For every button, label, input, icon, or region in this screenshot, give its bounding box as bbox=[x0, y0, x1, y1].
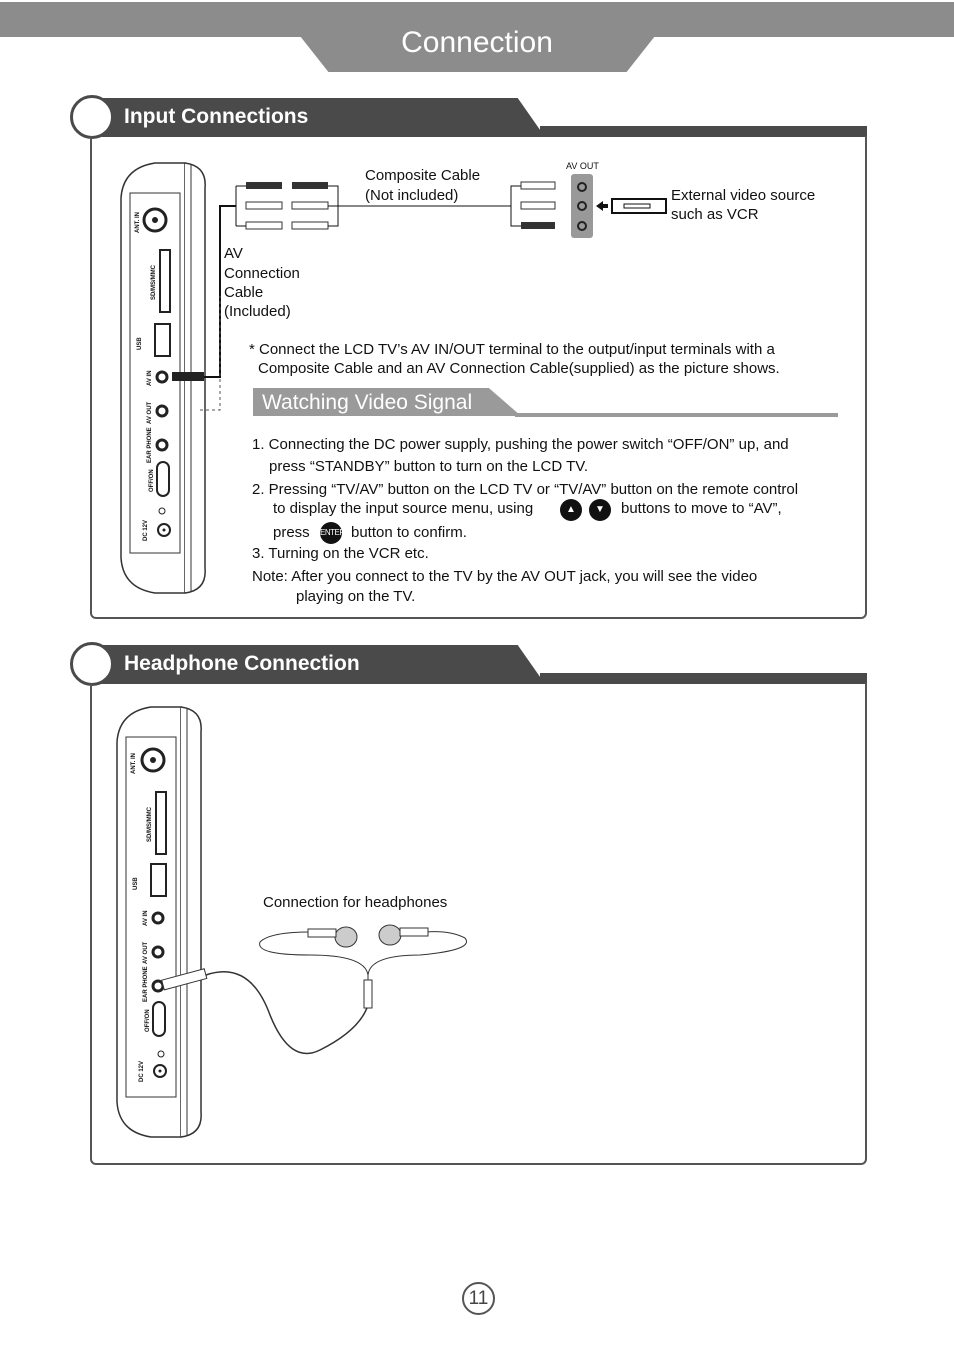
device-side-panel bbox=[111, 702, 211, 1142]
label-av-out: AV OUT bbox=[147, 401, 153, 424]
label-card-slot: SD/MS/MMC bbox=[151, 265, 157, 300]
external-source-example: such as VCR bbox=[671, 206, 759, 223]
page-title: Connection bbox=[401, 26, 553, 59]
av-cable-label-1: AV bbox=[224, 245, 243, 262]
headphones-illustration bbox=[200, 920, 480, 1070]
av-cable-label-2: Connection bbox=[224, 265, 300, 282]
label-usb: USB bbox=[133, 877, 139, 890]
subsection-title: Watching Video Signal bbox=[262, 391, 473, 414]
label-earphone: EAR PHONE bbox=[143, 966, 149, 1002]
step-1-line-1: 1. Connecting the DC power supply, pushing the power switch “OFF/ON” up, and bbox=[252, 436, 789, 453]
external-source-label: External video source bbox=[671, 187, 816, 204]
label-dc: DC 12V bbox=[139, 1060, 145, 1082]
composite-cable-note: (Not included) bbox=[365, 187, 459, 204]
connection-note-1: * Connect the LCD TV’s AV IN/OUT terminal to the output/input terminals with a bbox=[249, 341, 775, 358]
composite-cable-label: Composite Cable bbox=[365, 167, 481, 184]
label-av-in: AV IN bbox=[147, 370, 153, 386]
label-av-out: AV OUT bbox=[143, 941, 149, 964]
label-dc: DC 12V bbox=[143, 519, 149, 541]
down-arrow-button-icon: ▼ bbox=[589, 499, 611, 521]
subsection-line bbox=[515, 413, 838, 417]
label-ant-in: ANT. IN bbox=[135, 212, 141, 233]
step-2-line-1: 2. Pressing “TV/AV” button on the LCD TV or “TV/AV” button on the remote control bbox=[252, 481, 799, 498]
step-2-line-2b: buttons to move to “AV”, bbox=[621, 500, 782, 517]
label-power: OFF/ON bbox=[145, 1009, 151, 1032]
label-power: OFF/ON bbox=[149, 469, 155, 492]
label-usb: USB bbox=[137, 337, 143, 350]
enter-button-icon: ENTER bbox=[320, 522, 342, 544]
section-bullet bbox=[70, 642, 114, 686]
step-2-line-2: to display the input source menu, using bbox=[273, 500, 534, 517]
device-illustration bbox=[111, 702, 211, 1142]
vcr-icon bbox=[610, 196, 668, 218]
av-out-label: AV OUT bbox=[566, 161, 599, 171]
watch-note-1: Note: After you connect to the TV by the AV OUT jack, you will see the video bbox=[252, 568, 758, 585]
label-earphone: EAR PHONE bbox=[147, 427, 153, 463]
headphones-caption: Connection for headphones bbox=[263, 894, 448, 911]
step-2-press: press bbox=[273, 524, 310, 541]
section-title: Headphone Connection bbox=[124, 652, 360, 675]
section-title: Input Connections bbox=[124, 105, 309, 128]
section-bullet bbox=[70, 95, 114, 139]
label-ant-in: ANT. IN bbox=[131, 753, 137, 774]
page-number: 11 bbox=[462, 1282, 495, 1315]
step-2-line-3: button to confirm. bbox=[351, 524, 467, 541]
watch-note-2: playing on the TV. bbox=[296, 588, 416, 605]
step-1-line-2: press “STANDBY” button to turn on the LCD TV. bbox=[269, 458, 589, 475]
label-av-in: AV IN bbox=[143, 910, 149, 926]
connection-note-2: Composite Cable and an AV Connection Cable(supplied) as the picture shows. bbox=[258, 360, 780, 377]
step-3: 3. Turning on the VCR etc. bbox=[252, 545, 429, 562]
label-card-slot: SD/MS/MMC bbox=[147, 807, 153, 842]
av-cable-label-4: (Included) bbox=[224, 303, 291, 320]
up-arrow-button-icon: ▲ bbox=[560, 499, 582, 521]
av-cable-label-3: Cable bbox=[224, 284, 264, 301]
